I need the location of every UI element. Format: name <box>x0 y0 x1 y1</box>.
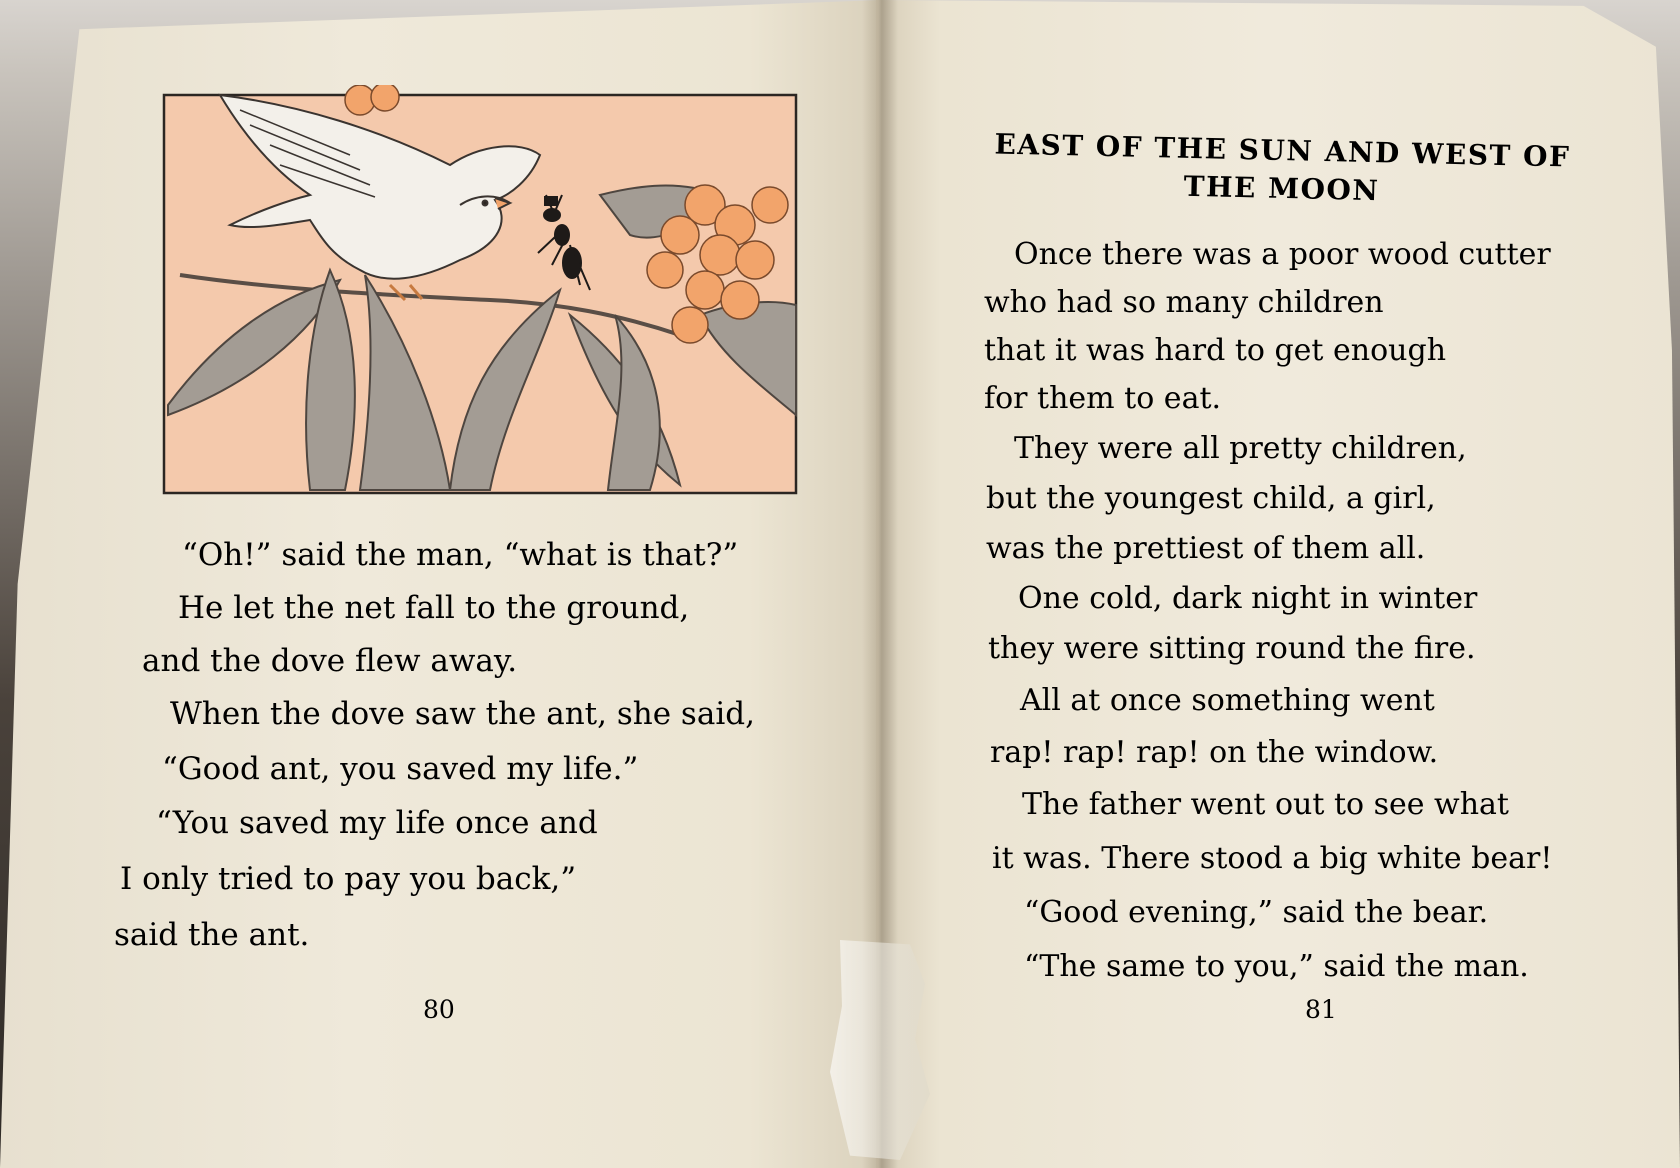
story-title-line: EAST OF THE SUN AND WEST OF <box>994 127 1571 174</box>
text-line: they were sitting round the fire. <box>988 631 1476 666</box>
fruit <box>661 216 699 254</box>
text-line: “Oh!” said the man, “what is that?” <box>182 537 739 573</box>
text-line: All at once something went <box>1020 683 1435 718</box>
text-line: said the ant. <box>114 917 310 953</box>
fruit <box>721 281 759 319</box>
text-line: “Good evening,” said the bear. <box>1024 895 1489 930</box>
story-title <box>971 125 1593 215</box>
text-line: it was. There stood a big white bear! <box>992 841 1553 876</box>
text-line: for them to eat. <box>984 381 1222 416</box>
text-line: and the dove flew away. <box>142 643 518 679</box>
torn-binding-tape <box>830 940 930 1160</box>
text-line: rap! rap! rap! on the window. <box>990 735 1439 770</box>
text-line: that it was hard to get enough <box>984 333 1447 368</box>
page-number-right: 81 <box>1305 995 1337 1024</box>
fruit <box>686 271 724 309</box>
page-number-left: 80 <box>423 995 455 1024</box>
dove-and-ant-illustration <box>160 85 800 495</box>
text-line: was the prettiest of them all. <box>986 531 1426 566</box>
fruit <box>700 235 740 275</box>
text-line: “The same to you,” said the man. <box>1024 949 1529 984</box>
fruit <box>371 85 399 111</box>
text-line: I only tried to pay you back,” <box>120 861 577 897</box>
text-line: “Good ant, you saved my life.” <box>162 751 639 787</box>
fruit <box>752 187 788 223</box>
text-line: Once there was a poor wood cutter <box>1014 237 1551 272</box>
text-line: They were all pretty children, <box>1014 431 1467 466</box>
text-line: When the dove saw the ant, she said, <box>170 696 755 732</box>
text-line: who had so many children <box>984 285 1384 320</box>
fruit <box>736 241 774 279</box>
text-line: but the youngest child, a girl, <box>986 481 1436 516</box>
text-line: The father went out to see what <box>1022 787 1509 822</box>
text-line: “You saved my life once and <box>156 805 598 841</box>
fruit <box>647 252 683 288</box>
text-line: One cold, dark night in winter <box>1018 581 1478 616</box>
fruit <box>672 307 708 343</box>
story-title-line: THE MOON <box>1183 169 1380 208</box>
fruit <box>345 85 375 115</box>
text-line: He let the net fall to the ground, <box>178 590 690 626</box>
